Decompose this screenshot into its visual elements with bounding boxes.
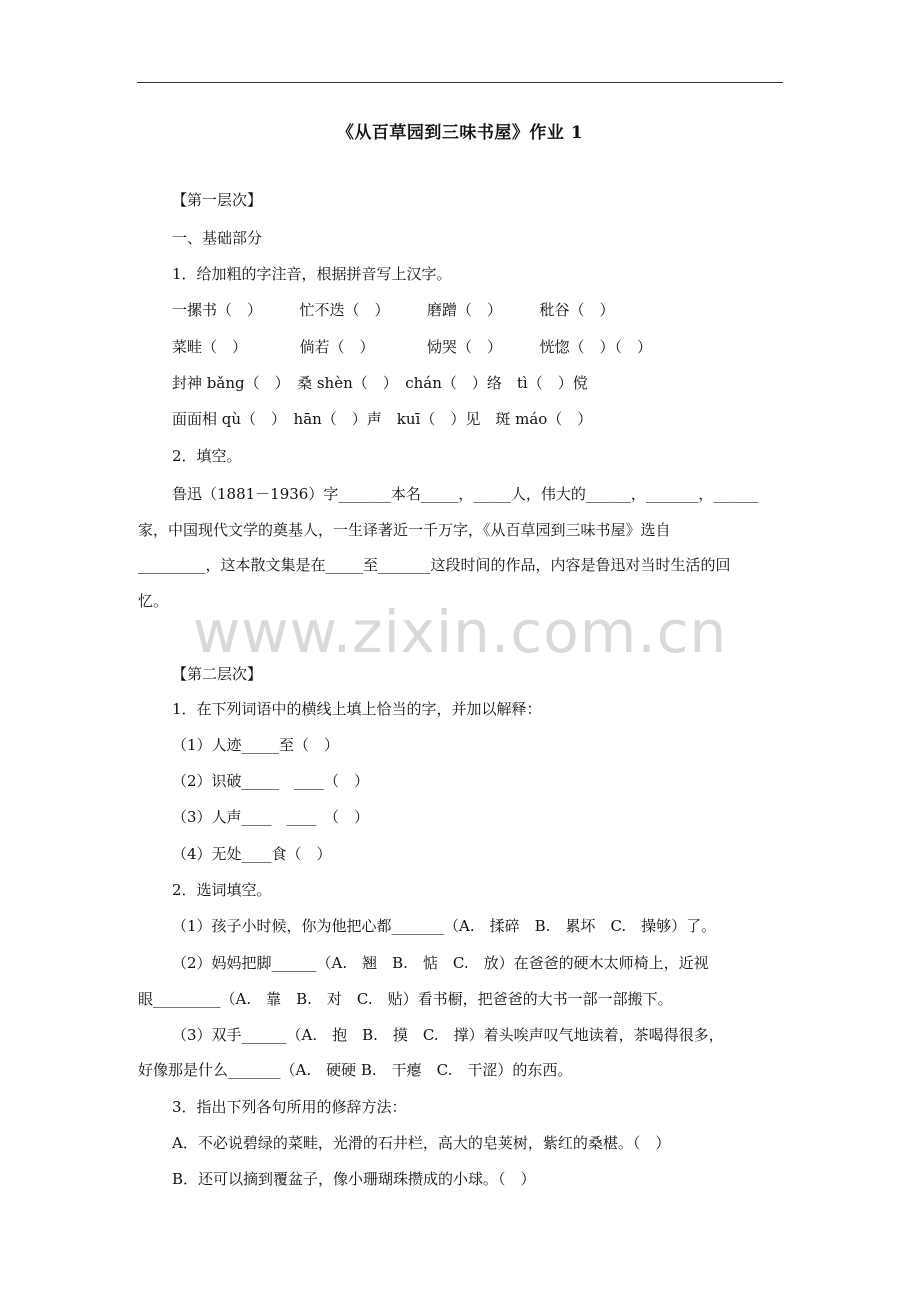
section-heading-level-2: 【第二层次】: [172, 665, 263, 683]
fill-blank-line-1: 鲁迅（1881－1936）字_______本名_____，_____人，伟大的______，_______，______: [172, 485, 759, 503]
rhetoric-item-a: A．不必说碧绿的菜畦，光滑的石井栏，高大的皂荚树，紫红的桑椹。（ ）: [172, 1134, 671, 1152]
rhetoric-item-b: B．还可以摘到覆盆子，像小珊瑚珠攒成的小球。（ ）: [172, 1170, 536, 1188]
fill-blank-line-2: 家，中国现代文学的奠基人，一生译著近一千万字，《从百草园到三味书屋》选自: [138, 521, 671, 539]
choice-sentence-3: （3）双手______（A. 抱 B. 摸 C. 撑）着头唉声叹气地读着，茶喝得很多，: [172, 1026, 724, 1044]
section-heading-level-1: 【第一层次】: [172, 191, 263, 209]
choice-sentence-2: （2）妈妈把脚______（A. 翘 B. 惦 C. 放）在爸爸的硬木太师椅上，近视: [172, 954, 709, 972]
word-item-2: （2）识破_____ ____（ ）: [172, 772, 370, 790]
question-2-prompt-level-2: 2．选词填空。: [172, 881, 272, 899]
question-3-prompt: 3．指出下列各句所用的修辞方法：: [172, 1098, 407, 1116]
subsection-heading-basics: 一、基础部分: [172, 229, 263, 247]
fill-blank-line-4: 忆。: [138, 592, 169, 610]
pinyin-row-4: 面面相 qù（ ） hān（ ）声 kuī（ ）见 斑 máo（ ）: [172, 410, 593, 428]
page-title: 《从百草园到三味书屋》作业 1: [336, 123, 584, 143]
pinyin-row-3: 封神 bǎng（ ） 桑 shèn（ ） chán（ ）络 tì（ ）傥: [172, 374, 588, 392]
watermark: www.zixin.com.cn: [192, 598, 728, 666]
header-rule: [137, 82, 783, 83]
word-item-4: （4）无处____食（ ）: [172, 845, 332, 863]
question-2-prompt: 2．填空。: [172, 447, 242, 465]
question-1-prompt-level-2: 1．在下列词语中的横线上填上恰当的字，并加以解释：: [172, 700, 542, 718]
question-1-prompt: 1．给加粗的字注音，根据拼音写上汉字。: [172, 265, 452, 283]
choice-sentence-1: （1）孩子小时候，你为他把心都_______（A. 揉碎 B. 累坏 C. 操够）了。: [172, 917, 717, 935]
fill-blank-line-3: _________，这本散文集是在_____至_______这段时间的作品，内容是鲁迅对当时生活的回: [138, 556, 731, 574]
word-item-3: （3）人声____ ____ （ ）: [172, 808, 370, 826]
choice-sentence-3-cont: 好像那是什么_______（A. 硬硬 B. 干瘪 C. 干涩）的东西。: [138, 1061, 573, 1079]
word-item-1: （1）人迹_____至（ ）: [172, 736, 340, 754]
pinyin-row-2: 菜畦（ ） 倘若（ ） 恸哭（ ） 恍惚（ ）（ ）: [172, 338, 653, 356]
pinyin-row-1: 一摞书（ ） 忙不迭（ ） 磨蹭（ ） 秕谷（ ）: [172, 301, 615, 319]
choice-sentence-2-cont: 眼_________（A. 靠 B. 对 C. 贴）看书橱，把爸爸的大书一部一部搬下。: [138, 990, 673, 1008]
